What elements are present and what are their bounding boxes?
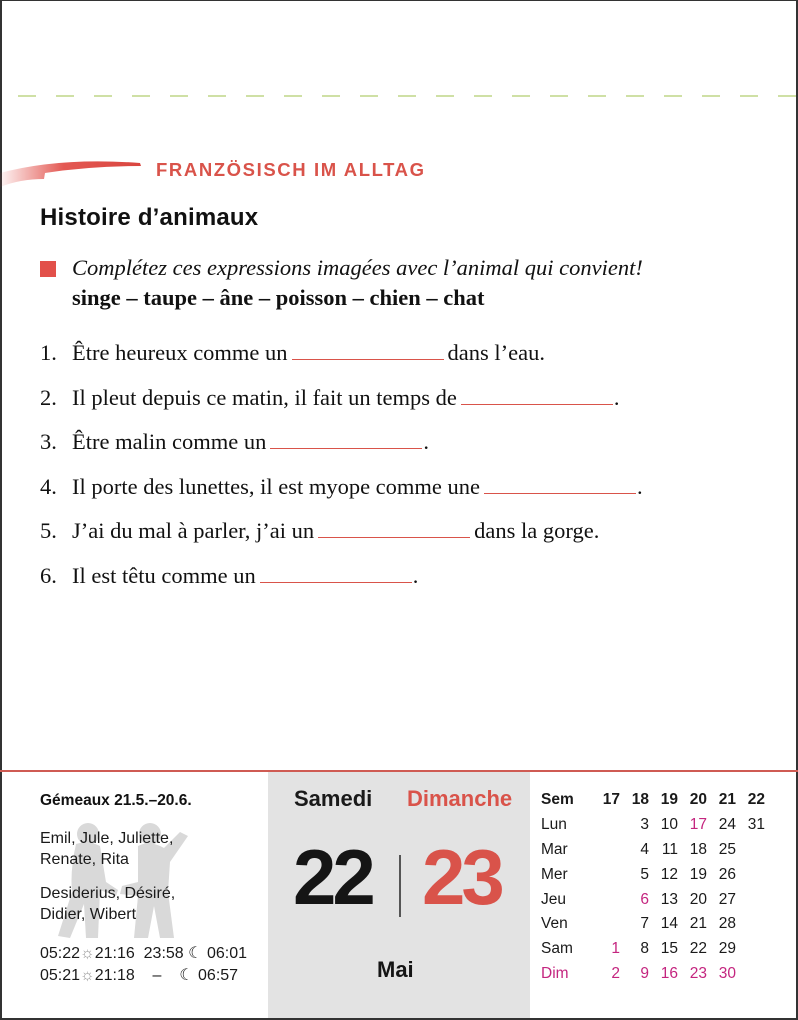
exercise-number: 6. xyxy=(40,562,57,588)
answer-blank[interactable] xyxy=(318,520,470,538)
exercise-text-before: Il pleut depuis ce matin, il fait un temps de xyxy=(72,384,457,410)
day-cell xyxy=(736,912,765,937)
day-cell xyxy=(736,937,765,962)
exercise-number: 2. xyxy=(40,384,57,410)
names-line: Emil, Jule, Juliette, xyxy=(40,830,174,847)
answer-blank[interactable] xyxy=(260,565,412,583)
day-cell: 15 xyxy=(660,940,678,958)
day-cell: 22 xyxy=(689,940,707,958)
saint-names-saturday xyxy=(40,828,173,870)
page-title: Histoire d’animaux xyxy=(40,204,259,231)
week-number: 22 xyxy=(747,791,765,809)
saint-names-sunday xyxy=(40,883,175,925)
weekday-label: Mer xyxy=(541,865,568,883)
exercise-item xyxy=(40,429,643,474)
exercise-number: 5. xyxy=(40,518,57,544)
day-cell: 8 xyxy=(640,940,649,958)
mini-calendar-row xyxy=(541,813,765,838)
sunday-cell xyxy=(736,962,765,987)
mini-calendar-row xyxy=(541,912,765,937)
mini-calendar xyxy=(541,788,765,986)
weekday-label: Sam xyxy=(541,940,573,958)
sunset-time: 21:18 xyxy=(94,967,135,984)
exercise-text-after: dans la gorge. xyxy=(474,518,600,544)
sun-icon: ☼ xyxy=(80,967,95,984)
sunrise-time: 05:21 xyxy=(40,967,81,984)
weekday-label: Lun xyxy=(541,816,567,834)
date-number-saturday: 22 xyxy=(293,833,372,921)
exercise-number: 1. xyxy=(40,340,57,365)
exercise-list xyxy=(40,340,643,608)
weekday-label: Mar xyxy=(541,840,568,858)
sunday-cell: 9 xyxy=(640,964,649,982)
weekday-label: Dim xyxy=(541,964,569,982)
day-cell: 3 xyxy=(640,816,649,834)
weekday-label: Jeu xyxy=(541,890,566,908)
mini-calendar-row xyxy=(541,887,765,912)
day-cell: 24 xyxy=(718,816,736,834)
perforation-line xyxy=(0,95,798,97)
week-number: 18 xyxy=(631,791,649,809)
mini-calendar-header xyxy=(541,788,765,813)
exercise-text-after: . xyxy=(423,429,429,455)
sunday-cell: 2 xyxy=(611,964,620,982)
names-line: Renate, Rita xyxy=(40,851,129,868)
sunday-cell: 23 xyxy=(689,964,707,982)
exercise-item xyxy=(40,340,643,385)
exercise-text-after: . xyxy=(613,384,620,410)
day-cell: 5 xyxy=(640,865,649,883)
sunday-cell: 16 xyxy=(660,964,678,982)
date-number-sunday: 23 xyxy=(422,833,501,921)
names-line: Desiderius, Désiré, xyxy=(40,885,176,902)
day-cell: 11 xyxy=(661,840,678,858)
zodiac-sign: Gémeaux 21.5.–20.6. xyxy=(40,792,192,809)
day-cell: 20 xyxy=(689,890,707,908)
square-bullet-icon xyxy=(40,261,56,277)
moonrise-time: – xyxy=(152,967,162,984)
week-number: 20 xyxy=(689,791,707,809)
answer-blank[interactable] xyxy=(461,387,613,405)
exercise-text-before: Être heureux comme un xyxy=(72,340,288,365)
exercise-text-before: J’ai du mal à parler, j’ai un xyxy=(72,518,315,544)
day-cell xyxy=(591,887,620,912)
holiday-cell: 1 xyxy=(611,940,620,958)
sun-moon-times-saturday xyxy=(40,943,247,963)
answer-blank[interactable] xyxy=(292,342,444,360)
sunset-time: 21:16 xyxy=(94,945,135,962)
moon-icon: ☾ xyxy=(188,945,203,962)
day-cell: 7 xyxy=(640,915,649,933)
week-number: 17 xyxy=(602,791,620,809)
week-label: Sem xyxy=(541,791,574,809)
answer-blank[interactable] xyxy=(270,431,422,449)
day-cell: 29 xyxy=(718,940,736,958)
exercise-item xyxy=(40,518,643,563)
mini-calendar-row-sunday xyxy=(541,962,765,987)
week-number: 21 xyxy=(718,791,736,809)
exercise-text-before: Être malin comme un xyxy=(72,429,267,455)
moon-icon: ☾ xyxy=(179,967,194,984)
exercise-text-after: . xyxy=(637,473,643,499)
day-cell xyxy=(591,813,620,838)
mini-calendar-row xyxy=(541,937,765,962)
moonrise-time: 23:58 xyxy=(143,945,184,962)
red-swoosh-decoration xyxy=(0,155,145,189)
exercise-text-before: Il porte des lunettes, il est myope comme une xyxy=(72,473,481,499)
holiday-cell: 17 xyxy=(689,816,707,834)
day-cell: 14 xyxy=(660,915,678,933)
highlighted-day-cell: 27 xyxy=(718,890,736,908)
day-cell: 28 xyxy=(718,915,736,933)
day-name-saturday: Samedi xyxy=(294,786,373,811)
exercise-number: 4. xyxy=(40,473,57,499)
exercise-number: 3. xyxy=(40,429,57,455)
exercise-text-before: Il est têtu comme un xyxy=(72,562,256,588)
day-cell: 19 xyxy=(689,865,707,883)
exercise-item xyxy=(40,385,643,430)
word-bank: singe – taupe – âne – poisson – chien – chat xyxy=(72,285,485,310)
holiday-cell: 6 xyxy=(640,890,649,908)
weekday-label: Ven xyxy=(541,915,568,933)
mini-calendar-row xyxy=(541,838,765,863)
sun-icon: ☼ xyxy=(80,945,95,962)
day-cell xyxy=(591,838,620,863)
day-cell: 25 xyxy=(718,840,736,858)
week-number: 19 xyxy=(660,791,678,809)
exercise-text-after: dans l’eau. xyxy=(447,340,546,365)
mini-calendar-row xyxy=(541,862,765,887)
day-cell: 26 xyxy=(718,865,736,883)
day-cell: 4 xyxy=(640,840,649,858)
answer-blank[interactable] xyxy=(484,476,636,494)
day-cell: 18 xyxy=(689,840,707,858)
section-label: FRANZÖSISCH IM ALLTAG xyxy=(156,159,426,180)
date-separator xyxy=(399,855,401,917)
names-line: Didier, Wibert xyxy=(40,906,137,923)
month-label: Mai xyxy=(377,957,414,982)
day-cell: 31 xyxy=(747,816,765,834)
sunday-cell: 30 xyxy=(718,964,736,982)
day-cell xyxy=(736,887,765,912)
sun-moon-times-sunday xyxy=(40,965,238,985)
day-cell: 10 xyxy=(660,816,678,834)
day-cell: 21 xyxy=(689,915,707,933)
day-cell: 13 xyxy=(660,890,678,908)
day-cell: 12 xyxy=(660,865,678,883)
day-cell xyxy=(591,862,620,887)
day-cell xyxy=(736,838,765,863)
moonset-time: 06:57 xyxy=(198,967,239,984)
moonset-time: 06:01 xyxy=(206,945,247,962)
exercise-item xyxy=(40,563,643,608)
exercise-item xyxy=(40,474,643,519)
exercise-text-after: . xyxy=(412,562,419,588)
day-name-sunday: Dimanche xyxy=(407,786,513,811)
day-cell xyxy=(736,862,765,887)
day-cell xyxy=(591,912,620,937)
exercise-instruction: Complétez ces expressions imagées avec l’animal qui convient! xyxy=(72,255,643,280)
sunrise-time: 05:22 xyxy=(40,945,81,962)
